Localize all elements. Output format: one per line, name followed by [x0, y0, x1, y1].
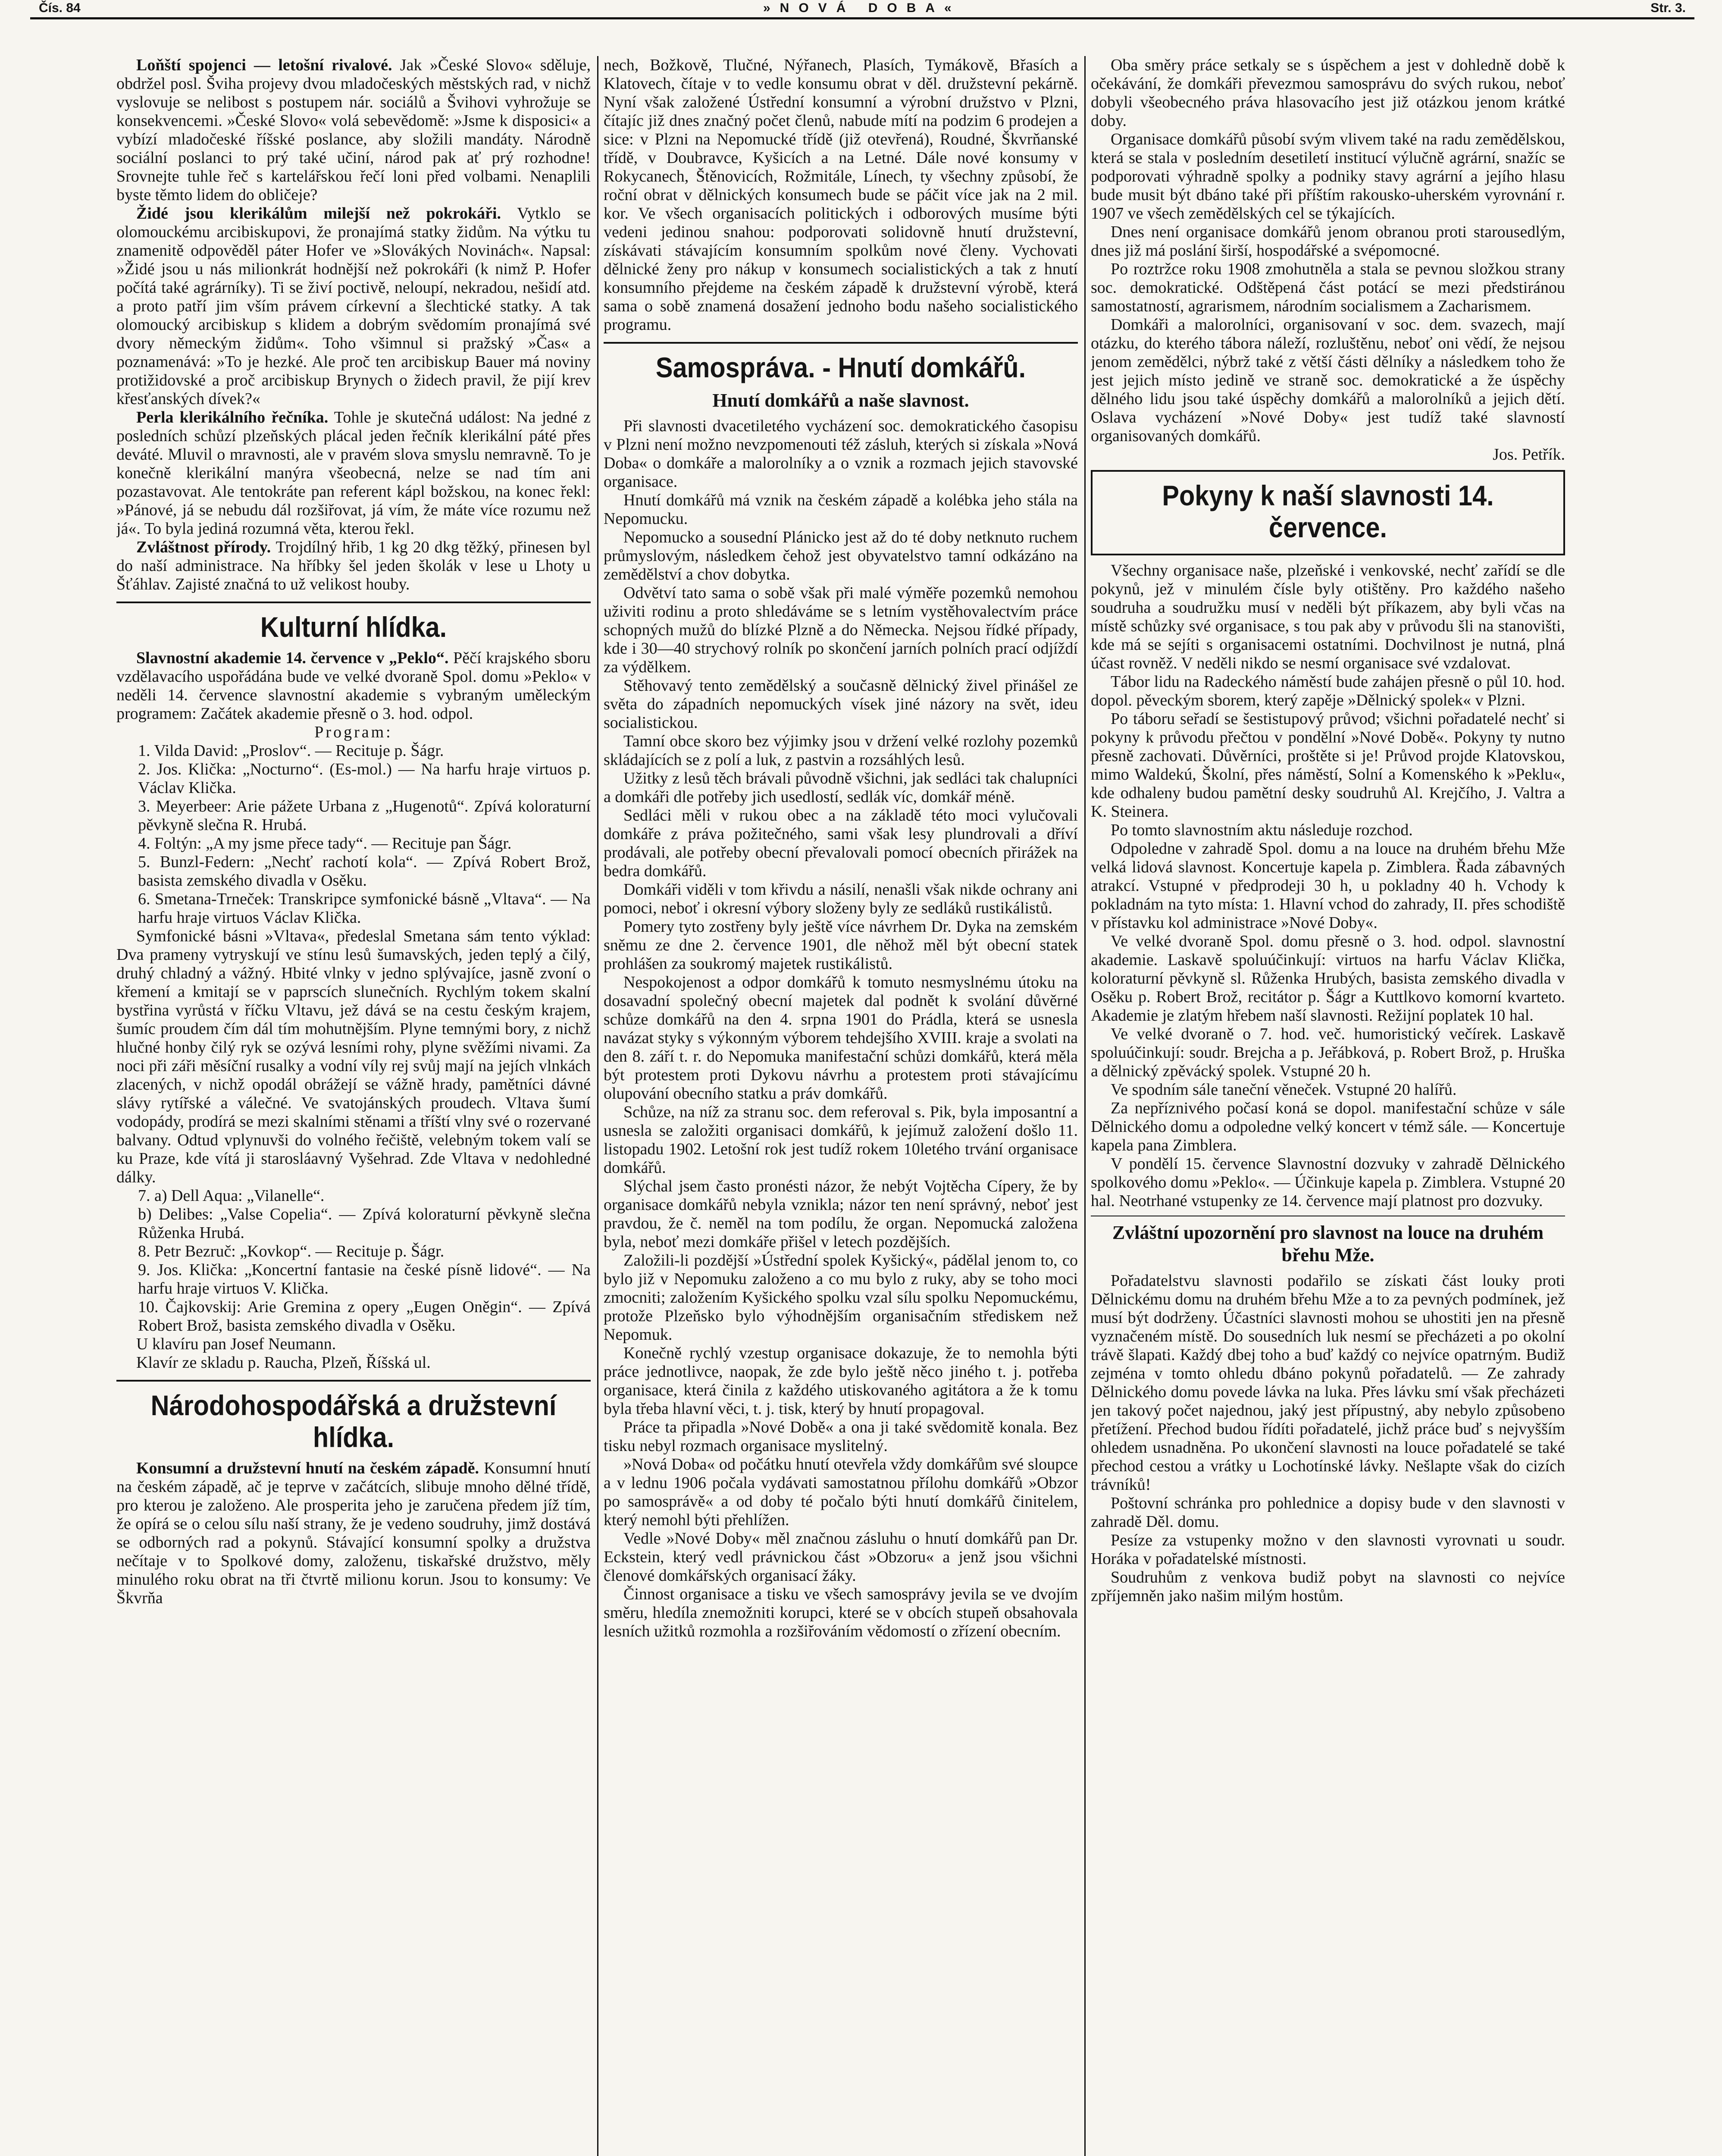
article-text: Pořadatelstvu slavnosti podařilo se získati část louky proti Dělnickému domu na druhém břehu Mže a to za pevných podmínek, jež musí být dodrženy. Účastníci slavnosti mohou se uhostiti jen na přesně vyznačeném místě. Do sousedních luk nesmí se přecházeti a po okolní trávě šlapati. Každý dbej toho a buď každý co nejvíce opatrným. Budiž zejména v tomto ohledu dbáno pokynů pořadatelů. — Ze zahrady Dělnického domu povede lávka na luka. Přes lávku smí však přecházeti jen takový počet najednou, jaký jest přípustný, aby nebylo způsobeno přetížení. Přechod budou řídíti pořadatelé, jichž práce buď s nejvyšším ohledem usnadněna. Po ukončení slavnosti na louce pořadatelé se také přechod cestou a vrátky u Lochotínské lávky. Nešlapte však do cizích trávníků!	[1091, 1272, 1565, 1494]
article-text: Vytklo se olomouckému arcibiskupovi, že pronajímá statky židům. Na výtku tu znamenitě odpověděl páter Hofer ve »Slovákých Novinách«. Napsal: »Židé jsou u nás milionkrát hodnější než pokrokáři (k nimž P. Hofer počítá také agrárníky). Ti se živí poctivě, neloupí, nekradou, nešidí atd. a proto patří jim vším právem církevní a šlechtické statky. A tak olomoucký arcibiskup s klidem a dobrým svědomím pronajímá své dvory německým židům«. Toho všimnul si pražský »Čas« a poznamenává: »To je hezké. Ale proč ten arcibiskup Bauer má noviny protižidovské a proč arcibiskup Brynych o židech pravil, že pijí krev křesťanských dívek?«	[116, 204, 591, 408]
article-text: Užitky z lesů těch brávali původně všichni, jak sedláci tak chalupníci a domkáři dle potřeby jich usedlostí, sedlák víc, domkář méně.	[604, 769, 1078, 806]
article-text: Soudruhům z venkova budiž pobyt na slavnosti co nejvíce zpříjemněn jako našim milým hostům.	[1091, 1568, 1565, 1605]
page-number: Str. 3.	[1650, 1, 1686, 15]
section-divider	[604, 342, 1078, 344]
article-heading: Zvláštní upozornění pro slavnost na louce na druhém břehu Mže.	[1112, 1222, 1544, 1266]
article-text: Nespokojenost a odpor domkářů k tomuto nesmyslnému útoku na dosavadní společný obecní majetek dal podnět k svolání důvěrné schůze domkářů na den 4. srpna 1901 do Prádla, která se usnesla navázat styky s výkonným výborem tehdejšího XVIII. kraje a svolati na den 8. září t. r. do Nepomuka manifestační schůzi domkářů, která měla být protestem proti Dykovu návrhu a protestem proti stávajícímu olupování obecního statku a práv domkářů.	[604, 973, 1078, 1103]
article-text: Odvětví tato sama o sobě však při malé výměře pozemků nemohou uživiti rodinu a proto shledáváme se s letním vystěhovalectvím práce schopných mužů do blízké Plzně a do Německa. Nejsou řídké případy, kde i 30—40 strychový rolník po skončení jarních polních prací odjíždí za výdělkem.	[604, 584, 1078, 676]
article-text: Poštovní schránka pro pohlednice a dopisy bude v den slavnosti v zahradě Děl. domu.	[1091, 1494, 1565, 1531]
article-text: Ve velké dvoraně o 7. hod. več. humoristický večírek. Laskavě spoluúčinkují: soudr. Brejcha a p. Jeřábková, p. Robert Brož, p. Hruška a dělnický zpěvácký spolek. Vstupné 20 h.	[1091, 1025, 1565, 1080]
column-2	[604, 56, 1078, 2156]
article-text: Dnes není organisace domkářů jenom obranou proti starousedlým, dnes již má poslání širší, hospodářské a svépomocné.	[1091, 223, 1565, 260]
article-text: Symfonické básni »Vltava«, předeslal Smetana sám tento výklad: Dva prameny vytryskují ve stínu lesů šumavských, jeden teplý a čilý, druhý chladný a vážný. Hbité vlnky v jedno splývajíce, jasně zvoní o křemení a kmitají se v paprscích slunečních. Rychlým tokem skalní bystřina vyrůstá v říčku Vltavu, jež dává se na cestu českým krajem, šumíc proudem čím dál tím mohutnějším. Plyne temnými bory, z nichž hlučné honby čilý ryk se ozývá lesními rohy, plyne svěžími nivami. Za noci při záři měsíční rusalky a vodní víly rej svůj mají na jejích vlnkách zlacených, v nichž opodál obrážejí se vážně hrady, pamětníci dávné slávy rytířské a válečné. Ve svatojánských proudech. Vltava šumí vodopády, prodírá se mezi skalními stěnami a tříští vlny své o rozervané balvany. Odtud vplynuvši do volného řečiště, velebným tokem valí se ku Praze, kde vítá ji starosláavný Vyšehrad. Zde Vltava v nedohledné dálky.	[116, 927, 591, 1186]
article-text: Ve velké dvoraně Spol. domu přesně o 3. hod. odpol. slavnostní akademie. Laskavě spoluúčinkují: virtuos na harfu Václav Klička, koloraturní pěvkyně sl. Růženka Hrubých, basista zemského divadla v Osěku p. Robert Brož, recitátor p. Šágr a Kuttlkovo komorní kvarteto. Akademie je zlatým hřebem naší slavnosti. Režijní poplatek 10 hal.	[1091, 932, 1565, 1025]
column-rule	[597, 56, 598, 2156]
program-item: 7. a) Dell Aqua: „Vilanelle“.	[138, 1187, 325, 1205]
article-text: Odpoledne v zahradě Spol. domu a na louce na druhém břehu Mže velká lidová slavnost. Koncertuje kapela p. Zimblera. Řada zábavných atrakcí. Vstupné v předprodeji 30 h, u pokladny 40 h. Vchody k pokladnám na tyto místa: 1. Hlavní vchod do zahrady, II. přes schodiště v přístavku kol administrace »Nové Doby«.	[1091, 840, 1565, 932]
program-item: 4. Foltýn: „A my jsme přece tady“. — Recituje pan Šágr.	[138, 834, 512, 852]
program-list	[116, 1187, 591, 1335]
section-heading: Samospráva. - Hnutí domkářů.	[655, 351, 1026, 383]
section-heading: Kulturní hlídka.	[260, 611, 447, 643]
article-text: Po táboru seřadí se šestistupový průvod; všichni pořadatelé nechť si pokyny k průvodu přečtou v pondělní »Nové Době«. Pokyny ty nutno přesně zachovati. Důvěrníci, proštěte si je! Průvod projde Klatovskou, mimo Waldekú, Školní, přes náměstí, Solní a Komenského k »Peklu«, kde odhaleny budou pamětní desky soudruhů Al. Krejčího, J. Valtra a K. Steinera.	[1091, 710, 1565, 821]
article-text: Činnost organisace a tisku ve všech samosprávy jevila se ve dvojím směru, hledíla znemožniti korupci, které se v obcích stupeň obsahovala lesních užitků rozmohla a rozšiřováním vědomostí o zřízení obecním.	[604, 1585, 1078, 1640]
article-text: Práce ta připadla »Nové Době« a ona ji také svědomitě konala. Bez tisku nebyl rozmach organisace myslitelný.	[604, 1418, 1078, 1455]
article-text: Stěhovavý tento zemědělský a současně dělnický živel přinášel ze světa do západních nepomuckých vísek jiné názory na svět, ideu socialistickou.	[604, 677, 1078, 732]
article-text: Ve spodním sále taneční věneček. Vstupné 20 halířů.	[1111, 1081, 1457, 1099]
author-signature: Jos. Petřík.	[1493, 445, 1565, 464]
section-divider	[116, 1380, 591, 1382]
program-item: b) Delibes: „Valse Copelia“. — Zpívá koloraturní pěvkyně slečna Růženka Hrubá.	[138, 1205, 591, 1242]
program-item: 1. Vilda David: „Proslov“. — Recituje p. Šágr.	[138, 742, 444, 760]
masthead	[30, 0, 1694, 19]
article-text: Tamní obce skoro bez výjimky jsou v držení velké rozlohy pozemků skládajících se z polí a luk, z pastvin a rozsáhlých lesů.	[604, 732, 1078, 769]
section-divider	[116, 602, 591, 603]
column-rule	[1084, 56, 1086, 2156]
article-text: »Nová Doba« od počátku hnutí otevřela vždy domkářům své sloupce a v lednu 1906 počala vydávati samostatnou přílohu domkářů »Obzor po samosprávě« a od doby té počalo býti hnutí domkářů činitelem, který nemohl býti přehlížen.	[604, 1455, 1078, 1529]
article-text: nech, Božkově, Tlučné, Nýřanech, Plasích, Tymákově, Břasích a Klatovech, čítaje v to vedle konsumu obrat v děl. družstevní pekárně. Nyní však založené Ústřední konsumní a výrobní družstvo v Plzni, čítajíc již dnes značný počet členů, nabude mítí na podzim 6 prodejen a sice: v Plzni na Nepomucké třídě (již otevřená), Roudné, Škvrňanské třídě, v Doubravce, Kyšicích a na Letné. Dále nové konsumy v Rokycanech, Štěnovicích, Rožmitále, Línech, ty všechny způsobí, že roční obrat v dělnických konsumech bude se páčit více jak na 2 mil. kor. Ve všech organisacích politických i odborových musíme býti vedeni jedinou snahou: podporovati solidovně hnutí družstevní, získávati stávajícím konsumním spolkům nové členy. Vychovati dělnické ženy pro nákup v konsumech socialistických a tak z hnutí konsumního přejdeme na českém západě k družstevní výrobě, která sama o sobě znamená dosažení jednoho bodu našeho socialistického programu.	[604, 56, 1078, 334]
article-text: Pěčí krajského sboru vzdělavacího uspořádána bude ve velké dvoraně Spol. domu »Peklo« v neděli 14. července slavnostní akademie s vybraným uměleckým programem: Začátek akademie přesně o 3. hod. odpol.	[116, 649, 591, 723]
article-text: Všechny organisace naše, plzeňské i venkovské, nechť zařídí se dle pokynů, jež v minulém čísle byly otištěny. Pro každého našeho soudruha a soudružku musí v neděli být příkazem, aby byli včas na místě schůzky své organisace, s tou pak aby v průvodu šli na stanovišti, kde má se sejíti s organisacemi ostatními. Dochvilnost je nutná, plná účast rovněž. V neděli nikdo se nesmí organisace své vzdalovat.	[1091, 561, 1565, 672]
article-text: Při slavnosti dvacetiletého vycházení soc. demokratického časopisu v Plzni není možno nevzpomenouti též zásluh, kterých si získala »Nová Doba« o domkáře a malorolníky a o vznik a rozmach jejich stavovské organisace.	[604, 417, 1078, 491]
article-title: Loňští spojenci — letošní rivalové.	[136, 56, 392, 74]
program-item: 10. Čajkovskij: Arie Gremina z opery „Eugen Oněgin“. — Zpívá Robert Brož, basista zemského divadla v Osěku.	[138, 1298, 591, 1335]
article-text: Konsumní hnutí na českém západě, ač je teprve v začátcích, slibuje mnoho dělné třídě, pro kterou je založeno. Ale prosperita jeho je zaručena předem jíž tím, že opírá se o celou sílu naší strany, že je vedeno soudruhy, jimž dostává se odborných rad a pokynů. Stávající konsumní spolky a družstva nečítaje v to Spolkové domy, založenu, tiskařské družstvo, měly minulého roku obrat na tři čtvrtě milionu korun. Jsou to konsumy: Ve Škvrňa	[116, 1459, 591, 1607]
article-text: Schůze, na níž za stranu soc. dem referoval s. Pik, byla imposantní a usnesla se založiti organisaci domkářů, k jejímuž založení došlo 11. listopadu 1902. Letošní rok jest tudíž rokem 10letého trvání organisace domkářů.	[604, 1103, 1078, 1177]
article-text: Vedle »Nové Doby« měl značnou zásluhu o hnutí domkářů pan Dr. Eckstein, který vedl právnickou část »Obzoru« a jenž jsou všichni členové domkářských organisací žáky.	[604, 1529, 1078, 1585]
notice-box	[1091, 470, 1565, 555]
article-text: Domkáři a malorolníci, organisovaní v soc. dem. svazech, mají otázku, do kterého tábora náleží, rozluštěnu, neboť oni vědí, že nejsou jenom zemědělci, nýbrž také z větší části dělníky a následkem toho že jest jejich místo jedině ve straně soc. demokratické a že úspěchy dělného lidu jsou také úspěchy domkářů a malorolníků a jejich dětí. Oslava vycházení »Nové Doby« jest tudíž také slavností organisovaných domkářů.	[1091, 316, 1565, 445]
article-title: Perla klerikálního řečníka.	[136, 408, 329, 426]
article-text: Organisace domkářů působí svým vlivem také na radu zemědělskou, která se stala v posledním desetiletí institucí výlučně agrární, snažíc se podporovati výhradně spolky a podniky stavy agrární a jejího hlasu bude musit být dbáno také při příštím rakousko-uherském vyrovnání r. 1907 ve všech zemědělských cel se týkajících.	[1091, 130, 1565, 222]
article-text: Klavír ze skladu p. Raucha, Plzeň, Říšská ul.	[136, 1354, 431, 1372]
article-text: V pondělí 15. července Slavnostní dozvuky v zahradě Dělnického spolkového domu »Peklo«. — Účinkuje kapela p. Zimblera. Vstupné 20 hal. Neotrhané vstupenky ze 14. července mají platnost pro dozvuky.	[1091, 1155, 1565, 1210]
program-list	[116, 742, 591, 927]
program-item: 2. Jos. Klička: „Nocturno“. (Es-mol.) — Na harfu hraje virtuos p. Václav Klička.	[138, 760, 591, 797]
article-text: Slýchal jsem často pronésti názor, že nebýt Vojtěcha Cípery, že by organisace domkářů nebyla vznikla; názor ten není správný, neboť jest pravdou, že č. neměl na tom podílu, že organ. Nepomucká založena byla, neboť mezi domkáře přišel v letech pozdějších.	[604, 1177, 1078, 1251]
article-text: Hnutí domkářů má vznik na českém západě a kolébka jeho stála na Nepomucku.	[604, 491, 1078, 528]
article-text: Nepomucko a sousední Plánicko jest až do té doby netknuto ruchem průmyslovým, následkem čehož jest obyvatelstvo tamní odkázáno na zemědělství a chov dobytka.	[604, 528, 1078, 583]
article-text: Tohle je skutečná událost: Na jedné z posledních schůzí plzeňských plácal jeden řečník klerikální páté přes deváté. Mluvil o mravnosti, ale v pravém slova smyslu nemravně. To je konečně klerikální manýra všeobecná, nelze se nad tím ani pozastavovat. Ale tentokráte pan referent kápl božskou, na konec řekl: »Pánové, já se nebudu dál rozšiřovat, já vím, že máte více rozumu než já«. To byla jediná rozumná věta, kterou řekl.	[116, 408, 591, 538]
article-text: Domkáři viděli v tom křivdu a násilí, nenašli však nikde ochrany ani pomoci, neboť i okresní výbory složeny byly ze sedláků rustikálistů.	[604, 881, 1078, 917]
article-title: Zvláštnost přírody.	[136, 538, 271, 556]
article-text: Pomery tyto zostřeny byly ještě více návrhem Dr. Dyka na zemském sněmu ze dne 2. července 1901, dle něhož měl být obecní statek prohlášen za soukromý majetek rustikálistů.	[604, 918, 1078, 973]
article-text: Konečně rychlý vzestup organisace dokazuje, že to nemohla býti práce jednotlivce, naopak, že zde bylo ještě něco jiného t. j. potřeba organisace, která činila z každého utiskovaného agitátora a že k tomu byla třeba hlavní věci, t. j. tisk, který by hnutí propagoval.	[604, 1344, 1078, 1418]
section-heading: Pokyny k naší slavnosti 14. července.	[1162, 479, 1494, 543]
article-text: Založili-li pozdější »Ústřední spolek Kyšický«, pádělal jenom to, co bylo již v Nepomuku založeno a co mu bylo z ruky, aby se toho moci zmocniti; založením Kyšického spolku vzal sílu spolku Nepomuckému, protože Plzeňsko bylo výhodnějším organisačním střediskem než Nepomuk.	[604, 1251, 1078, 1344]
article-title: Židé jsou klerikálům milejší než pokrokáři.	[136, 204, 501, 222]
column-3	[1091, 56, 1565, 2156]
program-label: Program:	[314, 723, 393, 741]
article-title: Konsumní a družstevní hnutí na českém západě.	[136, 1459, 479, 1477]
article-text: U klavíru pan Josef Neumann.	[136, 1335, 336, 1353]
article-title: Slavnostní akademie 14. července v „Peklo“.	[136, 649, 449, 667]
newspaper-title: »NOVÁ DOBA«	[763, 1, 961, 15]
program-item: 6. Smetana-Trneček: Transkripce symfonické básně „Vltava“. — Na harfu hraje virtuos Václav Klička.	[138, 890, 591, 927]
article-text: Po roztržce roku 1908 zmohutněla a stala se pevnou složkou strany soc. demokratické. Odštěpená část potácí se mezi předstiránou samostatností, agrarismem, národním socialismem a Zacharismem.	[1091, 260, 1565, 315]
program-item: 3. Meyerbeer: Arie pážete Urbana z „Hugenotů“. Zpívá koloraturní pěvkyně slečna R. Hrubá.	[138, 797, 591, 834]
article-heading: Hnutí domkářů a naše slavnost.	[712, 390, 969, 411]
article-text: Jak »České Slovo« sděluje, obdržel posl. Šviha projevy dvou mladočeských městských rad, v nichž vyslovuje se nelibost s postupem nár. sociálů a Švihovi vyhrožuje se konsekvencemi. »České Slovo« volá sebevědomě: »Jsme k disposici« a vybízí mladočeské říšské poslance, aby složili mandáty. Národně sociální poslanci to prý také učiní, národ pak ať prý rozhodne! Srovnejte tuhle řeč s kartelářskou řečí loni před volbami. Nenaplili byste těmto lidem do obličeje?	[116, 56, 591, 204]
program-item: 8. Petr Bezruč: „Kovkop“. — Recituje p. Šágr.	[138, 1242, 445, 1260]
program-item: 9. Jos. Klička: „Koncertní fantasie na české písně lidové“. — Na harfu hraje virtuos V. Klička.	[138, 1261, 591, 1297]
article-text: Po tomto slavnostním aktu následuje rozchod.	[1111, 821, 1413, 839]
column-1	[116, 56, 591, 2156]
article-text: Pesíze za vstupenky možno v den slavnosti vyrovnati u soudr. Horáka v pořadatelské místnosti.	[1091, 1531, 1565, 1568]
article-text: Tábor lidu na Radeckého náměstí bude zahájen přesně o půl 10. hod. dopol. pěveckým sborem, který zapěje »Dělnický spolek« v Plzni.	[1091, 673, 1565, 709]
article-text: Za nepříznivého počasí koná se dopol. manifestační schůze v sále Dělnického domu a odpoledne velký koncert v témž sále. — Koncertuje kapela pana Zimblera.	[1091, 1099, 1565, 1154]
section-heading: Národohospodářská a družstevní hlídka.	[150, 1389, 557, 1453]
article-text: Trojdílný hřib, 1 kg 20 dkg těžký, přinesen byl do naší administrace. Na hříbky šel jeden školák v lese u Lhoty u Šťáhlav. Zajisté značná to už velikost houby.	[116, 538, 591, 593]
program-item: 5. Bunzl-Federn: „Nechť rachotí kola“. — Zpívá Robert Brož, basista zemského divadla v Osěku.	[138, 853, 591, 890]
article-text: Sedláci měli v rukou obec a na základě této moci vylučovali domkáře z práva požitečného, sami však lesy plundrovali a dříví prodávali, ale potřeby obecní převalovali pomocí obecních přirážek na bedra domkářů.	[604, 806, 1078, 880]
article-text: Oba směry práce setkaly se s úspěchem a jest v dohledně době k očekávání, že domkáři převezmou samosprávu do svých rukou, neboť dobyli všeobecného práva hlasovacího jest již otázkou jenom krátké doby.	[1091, 56, 1565, 130]
issue-number: Čís. 84	[39, 1, 81, 15]
